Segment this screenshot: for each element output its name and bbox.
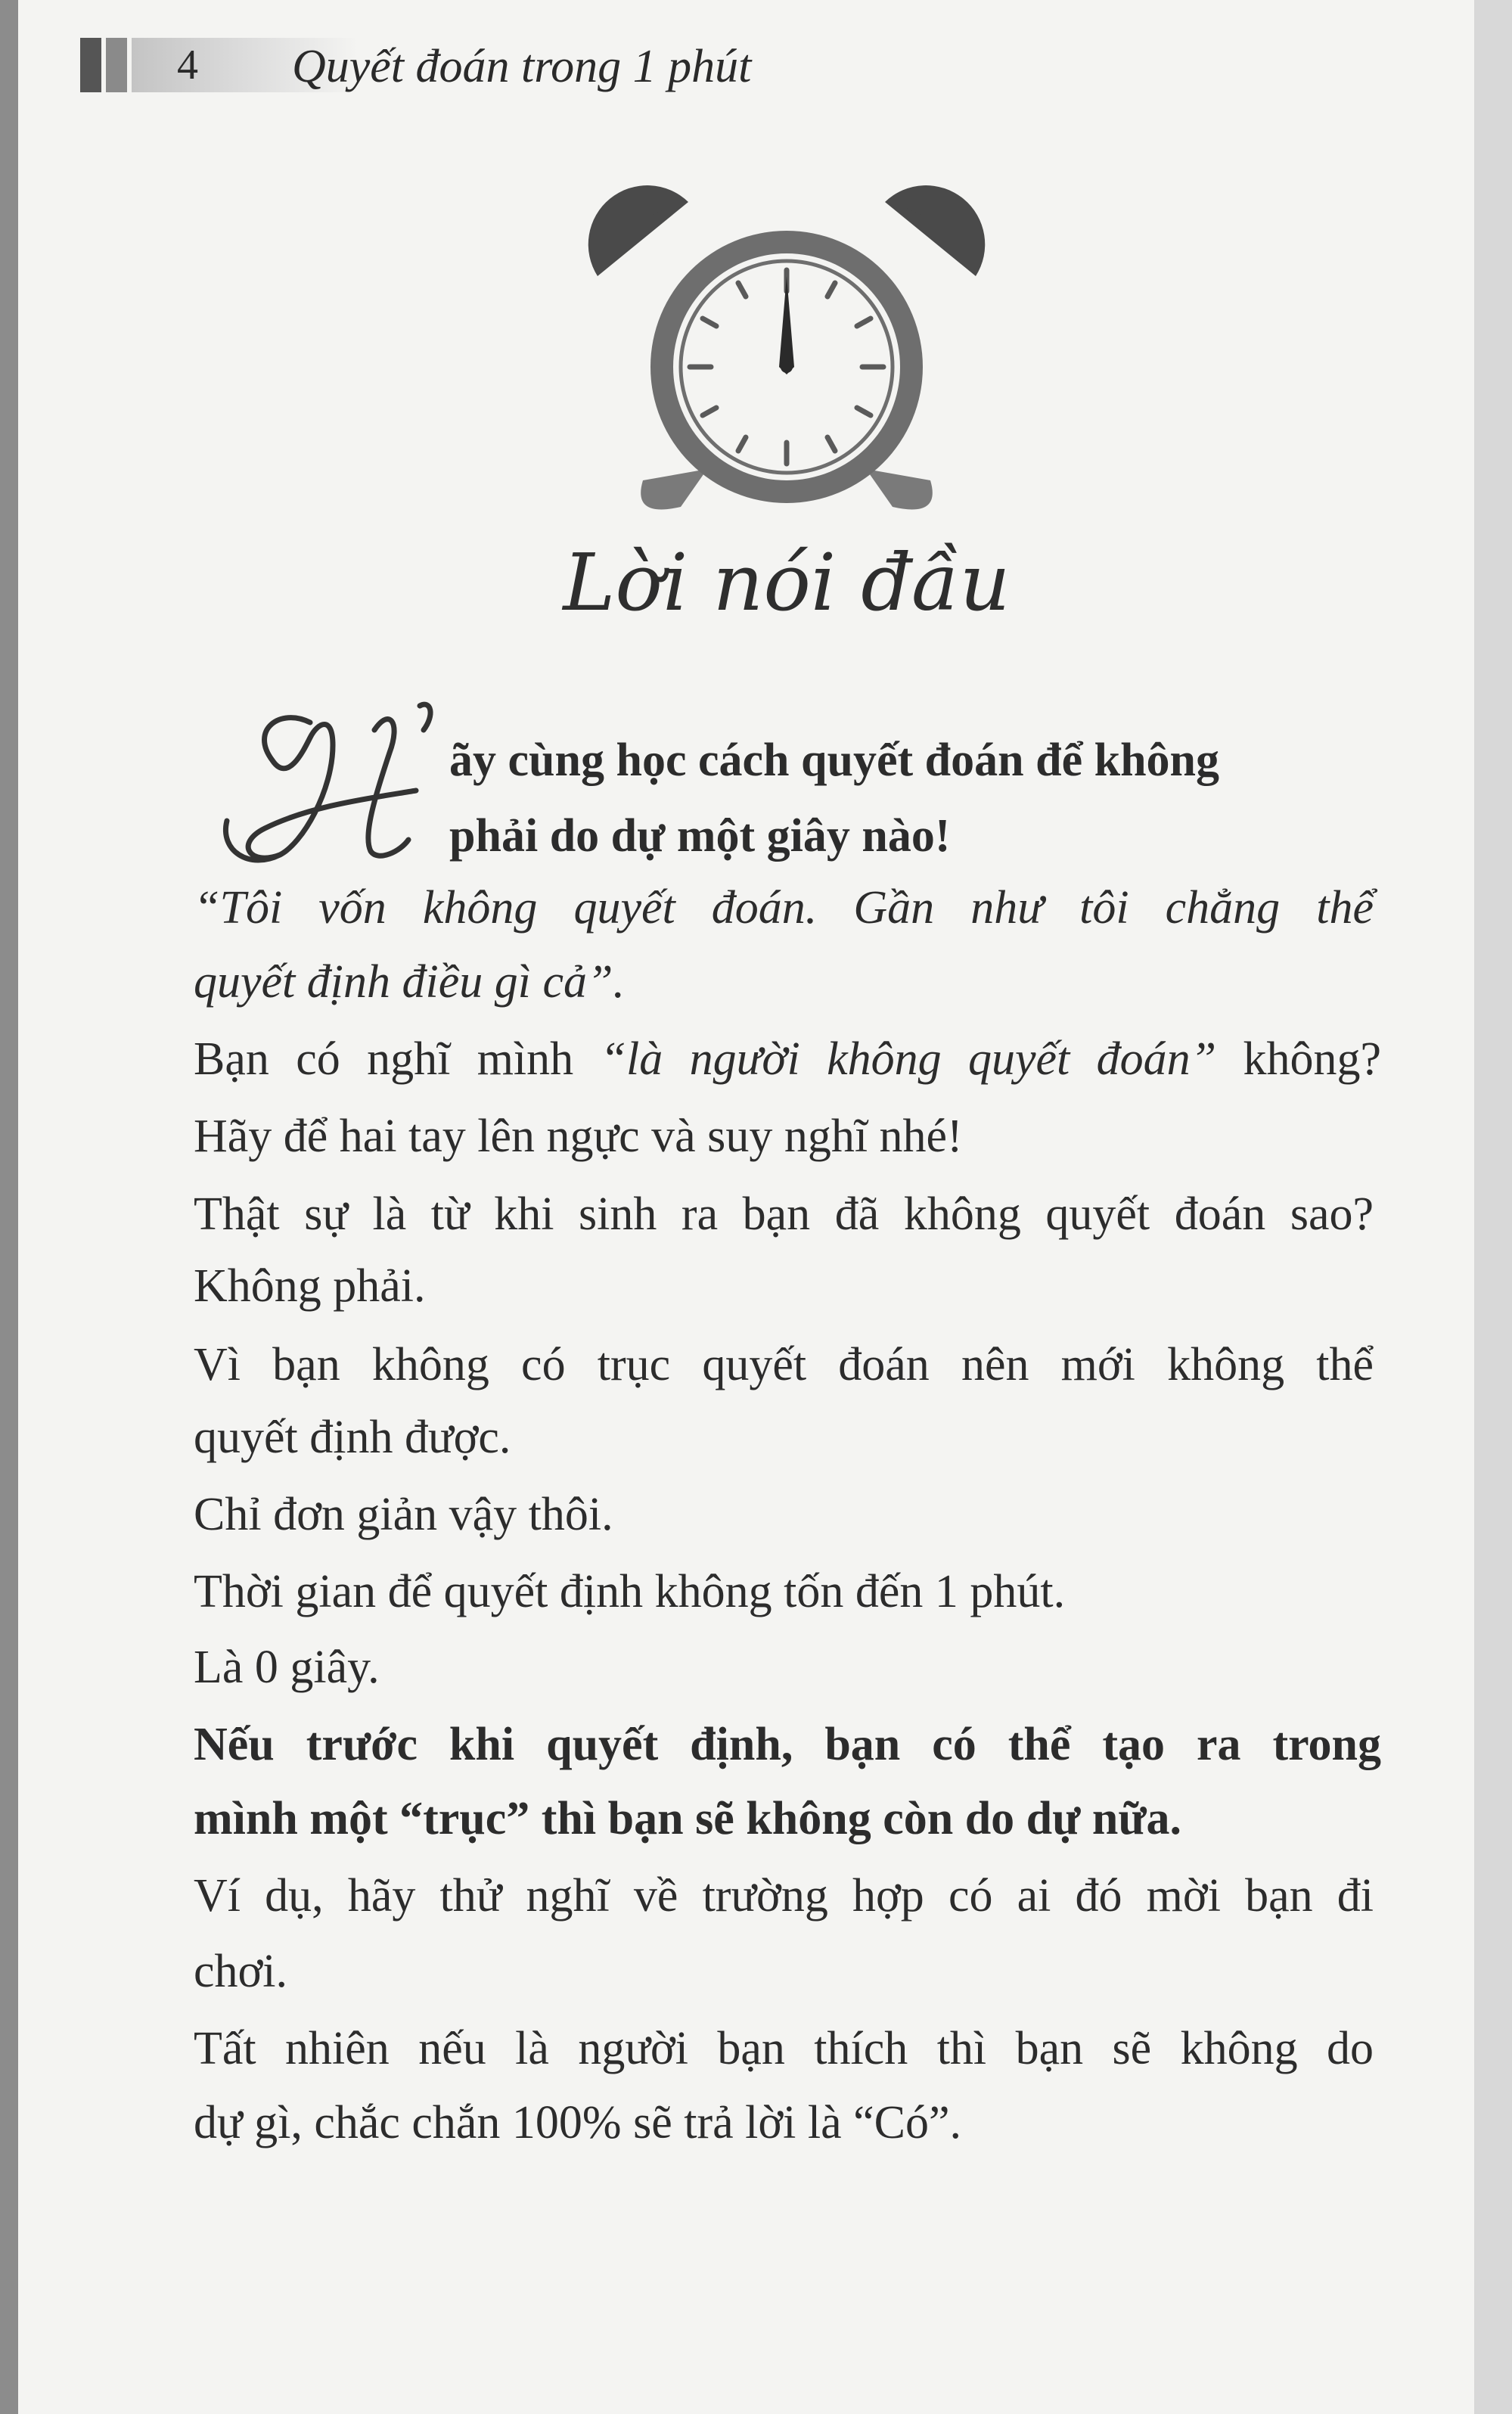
body-line: chơi. — [194, 1946, 288, 1997]
running-title: Quyết đoán trong 1 phút — [292, 41, 752, 92]
body-line: mình một “trục” thì bạn sẽ không còn do dự nữa. — [194, 1793, 1182, 1844]
body-line: Không phải. — [194, 1260, 426, 1312]
body-line-emphasis: “là người không quyết đoán” — [600, 1033, 1217, 1085]
body-line: phải do dự một giây nào! — [449, 810, 951, 862]
body-line — [194, 1029, 1381, 1089]
page-number: 4 — [177, 42, 198, 89]
body-line: Thời gian để quyết định không tốn đến 1 phút. — [194, 1566, 1066, 1617]
body-line: Ví dụ, hãy thử nghĩ về trường hợp có ai đó mời bạn đi — [194, 1870, 1374, 1922]
body-line: Hãy để hai tay lên ngực và suy nghĩ nhé! — [194, 1111, 963, 1162]
body-line-pre: Bạn có nghĩ mình — [194, 1033, 601, 1085]
body-line: Là 0 giây. — [194, 1642, 380, 1693]
body-line: “Tôi vốn không quyết đoán. Gần như tôi chẳng thể — [194, 882, 1374, 934]
body-line: Nếu trước khi quyết định, bạn có thể tạo ra trong — [194, 1719, 1381, 1770]
page-header — [80, 32, 912, 97]
body-line: Thật sự là từ khi sinh ra bạn đã không quyết đoán sao? — [194, 1188, 1374, 1240]
header-bar-mid — [106, 38, 127, 92]
body-line: quyết định được. — [194, 1412, 511, 1463]
page-binding-edge — [0, 0, 18, 2414]
body-line: quyết định điều gì cả”. — [194, 956, 625, 1008]
drop-cap-letter — [219, 700, 446, 874]
page-right-margin — [1474, 0, 1512, 2414]
body-line: dự gì, chắc chắn 100% sẽ trả lời là “Có”. — [194, 2097, 961, 2148]
body-line: Chỉ đơn giản vậy thôi. — [194, 1489, 613, 1540]
alarm-clock-icon — [575, 185, 998, 518]
body-line: ãy cùng học cách quyết đoán để không — [449, 735, 1220, 786]
body-line: Tất nhiên nếu là người bạn thích thì bạn sẽ không do — [194, 2023, 1374, 2074]
header-bar-dark — [80, 38, 101, 92]
body-line-post: không? — [1216, 1033, 1381, 1085]
body-line: Vì bạn không có trục quyết đoán nên mới không thể — [194, 1339, 1374, 1390]
chapter-title: Lời nói đầu — [563, 536, 1011, 629]
